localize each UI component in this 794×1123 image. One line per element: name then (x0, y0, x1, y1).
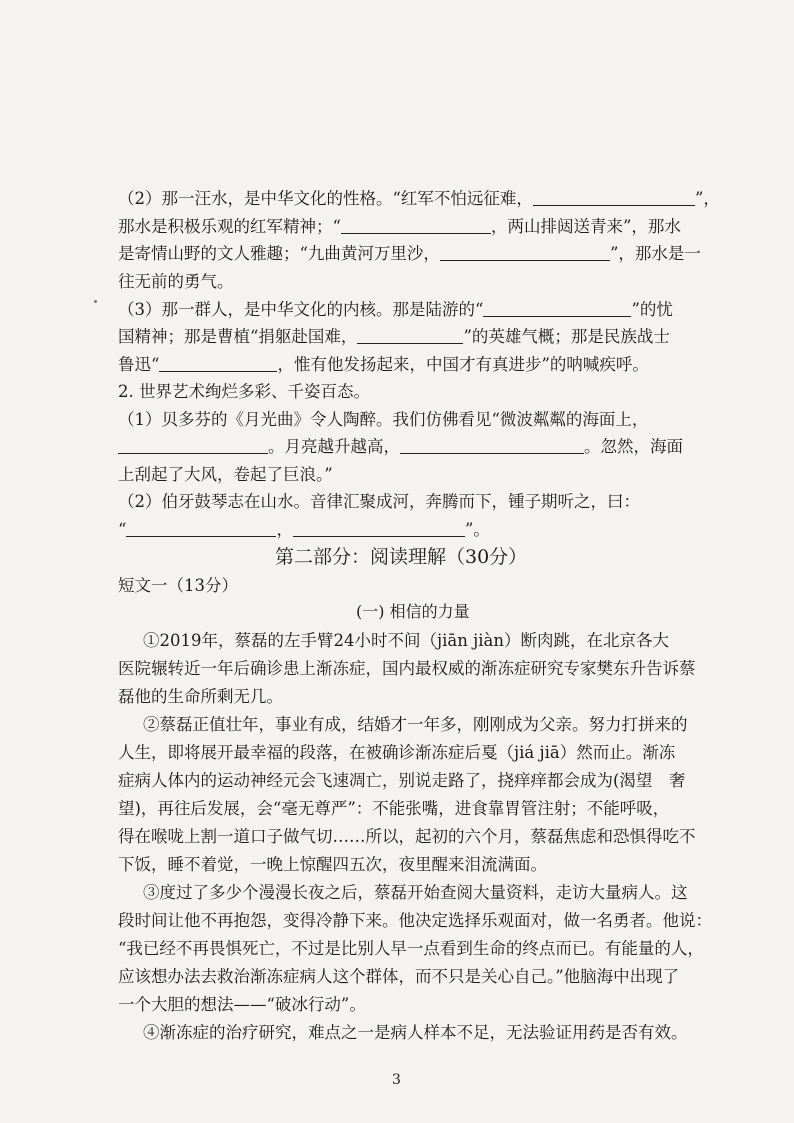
short-text-label: 短文一（13分） (118, 576, 238, 595)
article-line: ②蔡磊正值壮年，事业有成，结婚才一年多，刚刚成为父亲。努力打拼来的 (143, 715, 688, 734)
text: 。月亮越升越高， (268, 437, 400, 456)
article-line: ①2019年，蔡磊的左手臂24小时不间（jiān jiàn）断肉跳，在北京各大 (143, 631, 669, 650)
answer-blank[interactable] (118, 437, 268, 454)
article-line: 医院辗转近一年后确诊患上渐冻症，国内最权威的渐冻症研究专家樊东升告诉蔡 (118, 659, 696, 678)
answer-blank[interactable] (533, 189, 695, 206)
text: ， (276, 520, 293, 539)
s2-2-line-1: （2）伯牙鼓琴志在山水。音律汇聚成河，奔腾而下，锺子期听之，曰： (118, 492, 640, 511)
s2-1-line-2 (118, 436, 683, 458)
q2-line-4: 往无前的勇气。 (118, 272, 234, 291)
answer-blank[interactable] (440, 244, 610, 261)
article-line: 下饭，睡不着觉，一晚上惊醒四五次，夜里醒来泪流满面。 (118, 855, 547, 874)
article-line: 段时间让他不再抱怨，变得冷静下来。他决定选择乐观面对，做一名勇者。他说： (118, 911, 712, 930)
text: ”， (694, 189, 720, 208)
text: ”的忧 (631, 300, 673, 319)
article-line: 一个大胆的想法——“破冰行动”。 (118, 995, 366, 1014)
s2-1-line-1: （1）贝多芬的《月光曲》令人陶醉。我们仿佛看见“微波粼粼的海面上， (118, 410, 649, 429)
page-number: 3 (392, 1072, 401, 1088)
article-title: (一) 相信的力量 (356, 602, 470, 621)
text: 国精神；那是曹植“捐躯赴国难， (118, 327, 358, 346)
answer-blank[interactable] (357, 327, 463, 344)
text: ，两山排闼送青来”，那水 (490, 217, 681, 236)
article-line: 磊他的生命所剩无几。 (118, 687, 283, 706)
answer-blank[interactable] (159, 355, 277, 372)
q3-line-3 (118, 354, 649, 376)
answer-blank[interactable] (126, 520, 276, 537)
s2-2-line-2 (118, 519, 490, 541)
part-two-heading: 第二部分：阅读理解（30分） (275, 546, 528, 568)
answer-blank[interactable] (293, 520, 465, 537)
s2-1-line-3: 上刮起了大风，卷起了巨浪。” (118, 465, 333, 484)
text: 那水是积极乐观的红军精神；“ (118, 217, 341, 236)
text: “ (118, 520, 127, 539)
article-line: 症病人体内的运动神经元会飞速凋亡，别说走路了，挠痒痒都会成为(渴望 奢 (118, 771, 686, 790)
article-line: “我已经不再畏惧死亡，不过是比别人早一点看到生命的终点而已。有能量的人， (118, 939, 704, 958)
text: ”。 (464, 520, 490, 539)
text: ”的英雄气概；那是民族战士 (463, 327, 670, 346)
answer-blank[interactable] (341, 217, 491, 234)
article-line: 人生，即将展开最幸福的段落，在被确诊渐冻症后戛（jiá jiā）然而止。渐冻 (118, 743, 676, 762)
article-line: ④渐冻症的治疗研究，难点之一是病人样本不足，无法验证用药是否有效。 (143, 1023, 688, 1042)
answer-blank[interactable] (483, 300, 631, 317)
article-line: 望)，再往后发展，会“毫无尊严”：不能张嘴，进食靠胃管注射；不能呼吸， (118, 799, 670, 818)
text: 。忽然，海面 (584, 437, 683, 456)
q2-line-1 (118, 188, 720, 210)
article-line: 应该想办法去救治渐冻症病人这个群体，而不只是关心自己。”他脑海中出现了 (118, 967, 680, 986)
text: 鲁迅“ (118, 355, 160, 374)
q3-line-2 (118, 326, 670, 348)
q2-line-2 (118, 216, 681, 238)
article-line: 得在喉咙上割一道口子做气切……所以，起初的六个月，蔡磊焦虑和恐惧得吃不 (118, 827, 696, 846)
q3-line-1 (118, 299, 673, 321)
section-2-title: 2. 世界艺术绚烂多彩、千姿百态。 (118, 382, 370, 401)
text: ，惟有他发扬起来，中国才有真进步”的呐喊疾呼。 (277, 355, 649, 374)
text: ”，那水是一 (609, 244, 701, 263)
article-line: ③度过了多少个漫漫长夜之后，蔡磊开始查阅大量资料，走访大量病人。这 (143, 883, 688, 902)
scan-speck (94, 300, 97, 303)
text: （3）那一群人，是中华文化的内核。那是陆游的“ (118, 300, 484, 319)
text: 是寄情山野的文人雅趣；“九曲黄河万里沙， (118, 244, 440, 263)
q2-line-3 (118, 243, 701, 265)
answer-blank[interactable] (400, 437, 584, 454)
text: （2）那一汪水，是中华文化的性格。“红军不怕远征难， (118, 189, 533, 208)
